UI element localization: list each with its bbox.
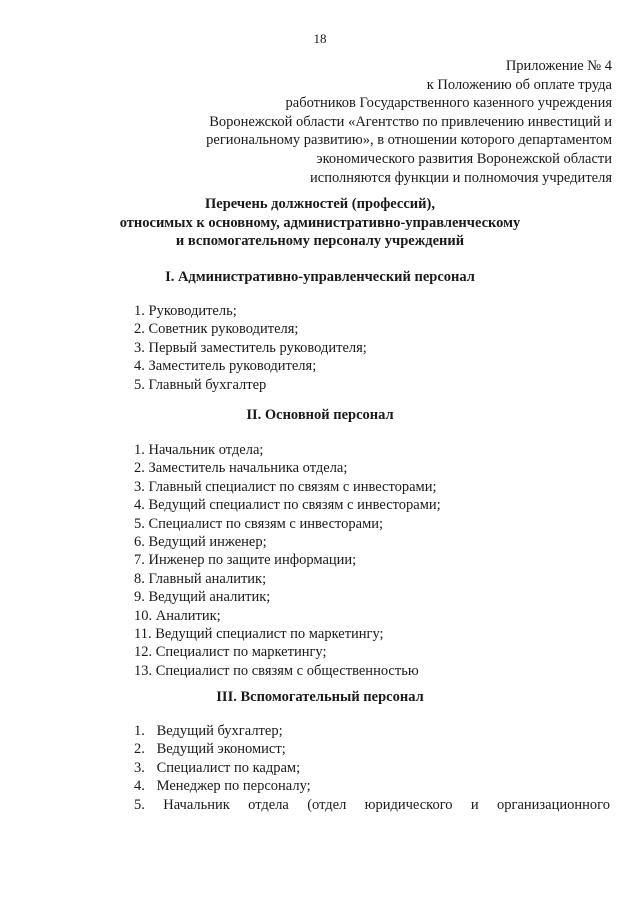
list-item: 4. Заместитель руководителя; — [134, 358, 317, 375]
word: и — [470, 796, 479, 813]
word: отдела — [248, 796, 289, 813]
appendix-line: работников Государственного казенного учреждения — [285, 95, 612, 112]
item-text: Ведущий экономист; — [156, 741, 286, 758]
appendix-line: экономического развития Воронежской области — [316, 150, 612, 167]
list-item: 1. Руководитель; — [134, 303, 237, 319]
list-item — [134, 796, 610, 814]
section-heading-main: II. Основной персонал — [246, 407, 394, 423]
list-item: 4. Ведущий специалист по связям с инвесторами; — [134, 497, 441, 514]
title-line: и вспомогательному персоналу учреждений — [175, 233, 465, 250]
item-text: Ведущий бухгалтер; — [156, 723, 283, 739]
appendix-line: к Положению об оплате труда — [426, 76, 612, 93]
list-item: 12. Специалист по маркетингу; — [134, 644, 327, 661]
list-item: 2. Заместитель начальника отдела; — [134, 460, 348, 477]
title-line: Перечень должностей (профессий), — [205, 196, 435, 212]
list-support — [134, 722, 610, 814]
item-number: 3. — [134, 759, 145, 776]
list-item: 3. Главный специалист по связям с инвесторами; — [134, 478, 437, 495]
appendix-line: Воронежской области «Агентство по привлечению инвестиций и — [209, 113, 612, 130]
appendix-header — [172, 57, 612, 187]
justified-line — [134, 796, 610, 814]
list-item: 7. Инженер по защите информации; — [134, 552, 357, 569]
list-item — [134, 759, 610, 777]
word: Начальник — [163, 796, 230, 813]
item-number: 5. — [134, 796, 145, 813]
item-number: 4. — [134, 778, 145, 795]
page-number: 18 — [313, 31, 327, 46]
list-item: 8. Главный аналитик; — [134, 570, 267, 587]
item-number: 2. — [134, 741, 145, 758]
document-title — [0, 195, 640, 251]
list-item: 13. Специалист по связям с общественностью — [134, 662, 419, 679]
list-item: 10. Аналитик; — [134, 607, 221, 624]
item-number: 1. — [134, 723, 145, 739]
appendix-line: исполняются функции и полномочия учредителя — [310, 169, 612, 186]
word: организационного — [497, 796, 610, 813]
list-item: 3. Первый заместитель руководителя; — [134, 339, 367, 356]
item-text: Специалист по кадрам; — [156, 759, 301, 776]
section-heading-admin: I. Административно-управленческий персонал — [165, 269, 475, 285]
list-item: 5. Специалист по связям с инвесторами; — [134, 515, 384, 532]
word: (отдел — [307, 796, 347, 813]
list-item — [134, 740, 610, 758]
list-item — [134, 722, 610, 740]
list-admin — [134, 302, 367, 394]
list-item: 9. Ведущий аналитик; — [134, 589, 271, 606]
word: юридического — [364, 796, 453, 813]
section-heading-support: III. Вспомогательный персонал — [216, 689, 424, 705]
item-text: Менеджер по персоналу; — [156, 778, 311, 795]
list-item: 2. Советник руководителя; — [134, 321, 299, 338]
appendix-line: региональному развитию», в отношении которого департаментом — [206, 132, 612, 149]
list-item — [134, 777, 610, 795]
list-item: 5. Главный бухгалтер — [134, 376, 267, 393]
appendix-line: Приложение № 4 — [505, 58, 612, 74]
list-main — [134, 441, 441, 680]
list-item: 11. Ведущий специалист по маркетингу; — [134, 626, 384, 643]
list-item: 6. Ведущий инженер; — [134, 534, 267, 551]
title-line: относимых к основному, административно-управленческому — [119, 214, 521, 231]
list-item: 1. Начальник отдела; — [134, 442, 264, 458]
